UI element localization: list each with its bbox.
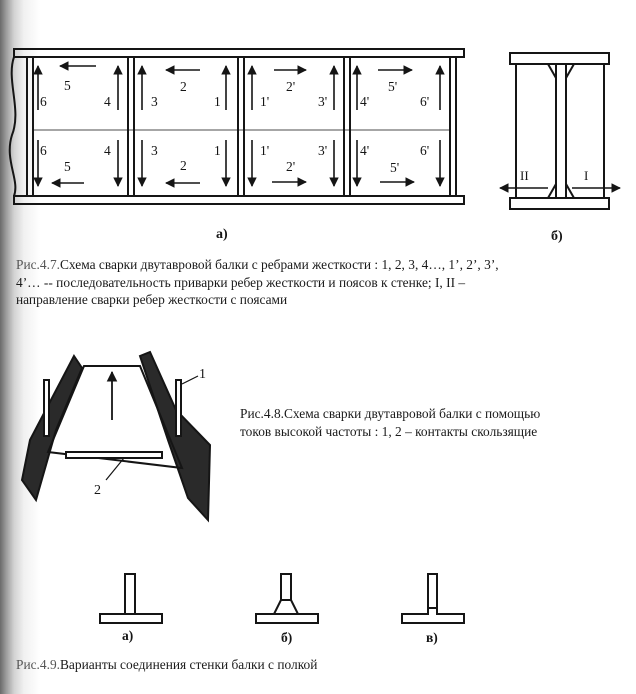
seq-number: 4'	[360, 94, 370, 109]
caption-fig-4-7-line3: направление сварки ребер жесткости с поясами	[16, 292, 288, 307]
fig-4-7-a-girder-side-view	[10, 49, 464, 204]
top-flange	[14, 49, 464, 57]
fig-4-7-a-sequence-numbers	[40, 78, 429, 175]
seq-number: 3	[151, 143, 158, 158]
caption-fig-4-7-line2: 4’… -- последовательность приварки ребер жесткости и поясов к стенке; I, II –	[16, 274, 466, 290]
left-flange	[22, 356, 82, 500]
bottom-flange	[510, 198, 609, 209]
seq-number: 1	[214, 94, 221, 109]
seq-number: 5	[64, 159, 71, 174]
seq-number: 5'	[390, 160, 400, 175]
panel-label-b: б)	[551, 229, 563, 244]
label-contact-2: 2	[94, 483, 101, 498]
seq-number: 3	[151, 94, 158, 109]
fig-4-8-hf-welding-scheme	[22, 352, 210, 520]
seq-number: 1	[214, 143, 221, 158]
seq-number: 2'	[286, 159, 296, 174]
variant-label-a: а)	[122, 628, 134, 643]
seq-number: 2	[180, 79, 187, 94]
variant-a-flange	[100, 614, 162, 623]
seq-number: 3'	[318, 143, 328, 158]
direction-label-ii: II	[520, 168, 529, 183]
caption-fig-4-9-prefix: Рис.4.9.	[16, 657, 60, 672]
caption-fig-4-7-prefix: Рис.4.7.	[16, 257, 60, 272]
caption-fig-4-7-line1: Схема сварки двутавровой балки с ребрами жесткости : 1, 2, 3, 4…, 1’, 2’, 3’,	[60, 257, 499, 272]
seq-number: 4'	[360, 143, 370, 158]
contact-2	[66, 452, 162, 458]
variant-label-b: б)	[281, 630, 293, 645]
seq-number: 6	[40, 94, 47, 109]
caption-fig-4-7	[16, 256, 628, 309]
seq-number: 4	[104, 94, 111, 109]
seq-number: 2	[180, 158, 187, 173]
seq-number: 5'	[388, 79, 398, 94]
variant-b-bulb	[274, 600, 298, 614]
variant-c-flange	[402, 608, 464, 623]
seq-number: 1'	[260, 143, 270, 158]
fig-4-9-joint-variants	[100, 574, 464, 623]
caption-fig-4-9-text: Варианты соединения стенки балки с полкой	[60, 657, 318, 672]
variant-b-flange	[256, 614, 318, 623]
label-contact-1: 1	[199, 367, 206, 382]
caption-fig-4-8	[240, 405, 630, 440]
seq-number: 5	[64, 78, 71, 93]
caption-fig-4-9	[16, 656, 616, 674]
variant-c-web	[428, 574, 437, 608]
panel-label-a: а)	[216, 227, 228, 242]
contact-1-left	[44, 380, 49, 436]
seq-number: 6'	[420, 143, 430, 158]
contact-1-right	[176, 380, 181, 436]
fig-4-7-b-cross-section	[500, 53, 620, 209]
seq-number: 3'	[318, 94, 328, 109]
caption-fig-4-8-line1: Рис.4.8.Схема сварки двутавровой балки с помощью	[240, 406, 541, 421]
seq-number: 6'	[420, 94, 430, 109]
break-line	[10, 57, 16, 196]
bottom-flange	[14, 196, 464, 204]
seq-number: 1'	[260, 94, 270, 109]
direction-label-i: I	[584, 168, 589, 183]
variant-b-web	[281, 574, 291, 600]
seq-number: 6	[40, 143, 47, 158]
seq-number: 4	[104, 143, 111, 158]
variant-label-c: в)	[426, 630, 438, 645]
seq-number: 2'	[286, 79, 296, 94]
top-flange	[510, 53, 609, 64]
caption-fig-4-8-line2: токов высокой частоты : 1, 2 – контакты скользящие	[240, 423, 538, 439]
variant-a-web	[125, 574, 135, 614]
